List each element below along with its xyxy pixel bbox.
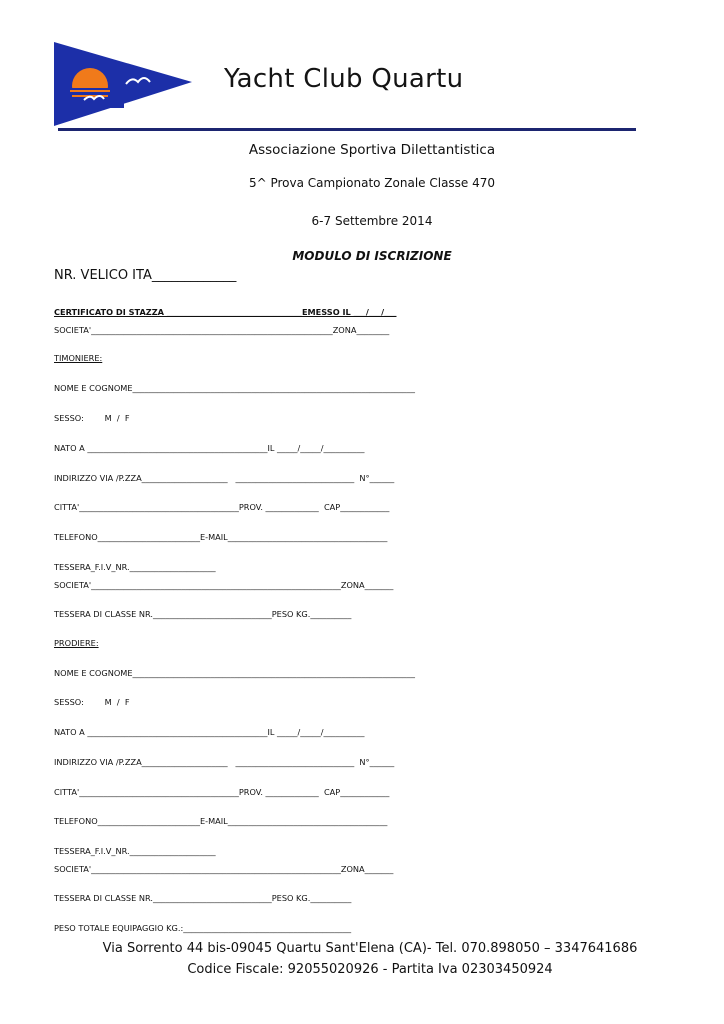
crew-name-field[interactable]: NOME E COGNOME_____________________________________________________________________ xyxy=(54,668,415,678)
helmsman-sex-field[interactable]: SESSO: M / F xyxy=(54,413,130,423)
crew-phone-field[interactable]: TELEFONO_________________________E-MAIL_______________________________________ xyxy=(54,816,388,826)
crew-birth-field[interactable]: NATO A ____________________________________________IL _____/_____/__________ xyxy=(54,727,365,737)
crew-class-card-field[interactable]: TESSERA DI CLASSE NR._____________________________PESO KG.__________ xyxy=(54,893,352,903)
helmsman-club-field[interactable]: SOCIETA'_____________________________________________________________ZONA_______ xyxy=(54,580,394,590)
header-rule xyxy=(58,128,636,131)
helmsman-name-field[interactable]: NOME E COGNOME_____________________________________________________________________ xyxy=(54,383,415,393)
crew-address-field[interactable]: INDIRIZZO VIA /P.ZZA_____________________ _____________________________ N°______ xyxy=(54,757,395,767)
helmsman-heading: TIMONIERE: xyxy=(54,353,103,363)
crew-sex-field[interactable]: SESSO: M / F xyxy=(54,697,130,707)
event-dates: 6-7 Settembre 2014 xyxy=(311,214,433,228)
helmsman-birth-field[interactable]: NATO A ____________________________________________IL _____/_____/__________ xyxy=(54,443,365,453)
event-name: 5^ Prova Campionato Zonale Classe 470 xyxy=(248,176,496,190)
sail-number-field[interactable]: NR. VELICO ITA_____________ xyxy=(54,268,237,283)
footer-address: Via Sorrento 44 bis-09045 Quartu Sant'Elena (CA)- Tel. 070.898050 – 3347641686 xyxy=(102,941,638,956)
club-burgee-logo xyxy=(54,42,194,126)
form-title: MODULO DI ISCRIZIONE xyxy=(292,249,452,263)
crew-club-field[interactable]: SOCIETA'_____________________________________________________________ZONA_______ xyxy=(54,864,394,874)
total-crew-weight-field[interactable]: PESO TOTALE EQUIPAGGIO KG.:_________________________________________ xyxy=(54,923,352,933)
crew-heading: PRODIERE: xyxy=(54,638,99,648)
certificate-club-field[interactable]: SOCIETA'___________________________________________________________ZONA________ xyxy=(54,325,390,335)
helmsman-city-field[interactable]: CITTA'_______________________________________PROV. _____________ CAP____________ xyxy=(54,502,390,512)
association-name: Associazione Sportiva Dilettantistica xyxy=(248,142,496,158)
crew-fiv-card-field[interactable]: TESSERA_F.I.V_NR._____________________ xyxy=(54,846,216,856)
club-name: Yacht Club Quartu xyxy=(224,64,464,94)
helmsman-phone-field[interactable]: TELEFONO_________________________E-MAIL_______________________________________ xyxy=(54,532,388,542)
helmsman-address-field[interactable]: INDIRIZZO VIA /P.ZZA_____________________ _____________________________ N°______ xyxy=(54,473,395,483)
certificate-field[interactable]: CERTIFICATO DI STAZZA _________________________________EMESSO IL ___/___/___ xyxy=(54,307,397,317)
footer-fiscal: Codice Fiscale: 92055020926 - Partita Iva 02303450924 xyxy=(187,962,553,977)
helmsman-fiv-card-field[interactable]: TESSERA_F.I.V_NR._____________________ xyxy=(54,562,216,572)
crew-city-field[interactable]: CITTA'_______________________________________PROV. _____________ CAP____________ xyxy=(54,787,390,797)
helmsman-class-card-field[interactable]: TESSERA DI CLASSE NR._____________________________PESO KG.__________ xyxy=(54,609,352,619)
